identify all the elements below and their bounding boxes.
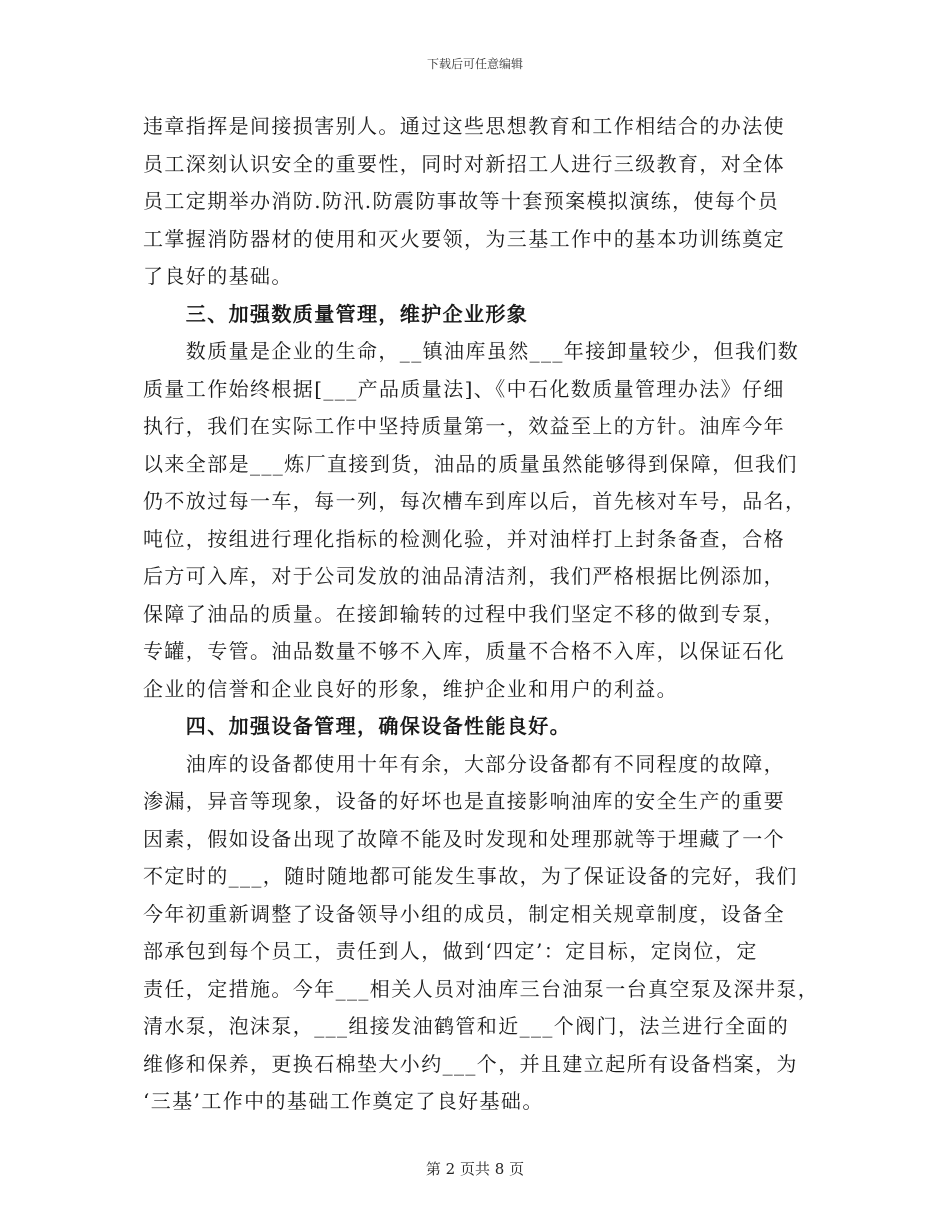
section-heading-quality <box>143 296 823 334</box>
text-line: 违章指挥是间接损害别人。通过这些思想教育和工作相结合的办法使 <box>143 114 785 138</box>
text-line: 以来全部是___炼厂直接到货，油品的质量虽然能够得到保障，但我们 <box>143 451 798 476</box>
paragraph-equipment-management <box>143 746 823 1121</box>
text-line: 责任，定措施。今年___相关人员对油库三台油泵一台真空泵及深井泵， <box>143 976 820 1001</box>
text-line: 质量工作始终根据[___产品质量法]、《中石化数质量管理办法》仔细 <box>143 376 785 401</box>
text-line: 部承包到每个员工，责任到人，做到‘四定’：定目标，定岗位，定 <box>143 939 758 963</box>
text-line: 今年初重新调整了设备领导小组的成员，制定相关规章制度，设备全 <box>143 901 785 926</box>
page-header-note: 下载后可任意编辑 <box>426 57 523 71</box>
text-line: 油库的设备都使用十年有余，大部分设备都有不同程度的故障， <box>143 751 785 776</box>
text-line: 了良好的基础。 <box>143 264 293 288</box>
text-line: 后方可入库，对于公司发放的油品清洁剂，我们严格根据比例添加， <box>143 564 785 588</box>
text-line: 员工深刻认识安全的重要性，同时对新招工人进行三级教育，对全体 <box>143 151 785 176</box>
text-line: 不定时的___，随时随地都可能发生事故，为了保证设备的完好，我们 <box>143 864 798 888</box>
document-body <box>143 108 823 1121</box>
heading-text: 四、加强设备管理，确保设备性能良好。 <box>143 714 571 738</box>
paragraph-quality-management <box>143 333 823 708</box>
text-line: 维修和保养，更换石棉垫大小约___个，并且建立起所有设备档案，为 <box>143 1051 798 1076</box>
text-line: 因素，假如设备出现了故障不能及时发现和处理那就等于埋藏了一个 <box>143 826 785 851</box>
text-line: 员工定期举办消防.防汛.防震防事故等十套预案模拟演练，使每个员 <box>143 189 780 213</box>
text-line: 清水泵，泡沫泵，___组接发油鹤管和近___个阀门，法兰进行全面的 <box>143 1014 790 1038</box>
text-line: ‘三基’工作中的基础工作奠定了良好基础。 <box>143 1089 544 1113</box>
text-line: 工掌握消防器材的使用和灭火要领，为三基工作中的基本功训练奠定 <box>143 226 785 251</box>
text-line: 执行，我们在实际工作中坚持质量第一，效益至上的方针。油库今年 <box>143 414 785 438</box>
text-line: 专罐，专管。油品数量不够不入库，质量不合格不入库，以保证石化 <box>143 639 785 663</box>
paragraph-safety-training <box>143 108 823 296</box>
text-line: 渗漏，异音等现象，设备的好坏也是直接影响油库的安全生产的重要 <box>143 789 785 813</box>
text-line: 仍不放过每一车，每一列，每次槽车到库以后，首先核对车号，品名， <box>143 489 807 513</box>
page-number: 第 2 页共 8 页 <box>425 1160 525 1178</box>
text-line: 数质量是企业的生命，__镇油库虽然___年接卸量较少，但我们数 <box>143 339 800 363</box>
section-heading-equipment <box>143 708 823 746</box>
text-line: 吨位，按组进行理化指标的检测化验，并对油样打上封条备查，合格 <box>143 526 785 551</box>
heading-text: 三、加强数质量管理，维护企业形象 <box>143 301 529 326</box>
text-line: 企业的信誉和企业良好的形象，维护企业和用户的利益。 <box>143 676 678 701</box>
text-line: 保障了油品的质量。在接卸输转的过程中我们坚定不移的做到专泵， <box>143 601 785 626</box>
